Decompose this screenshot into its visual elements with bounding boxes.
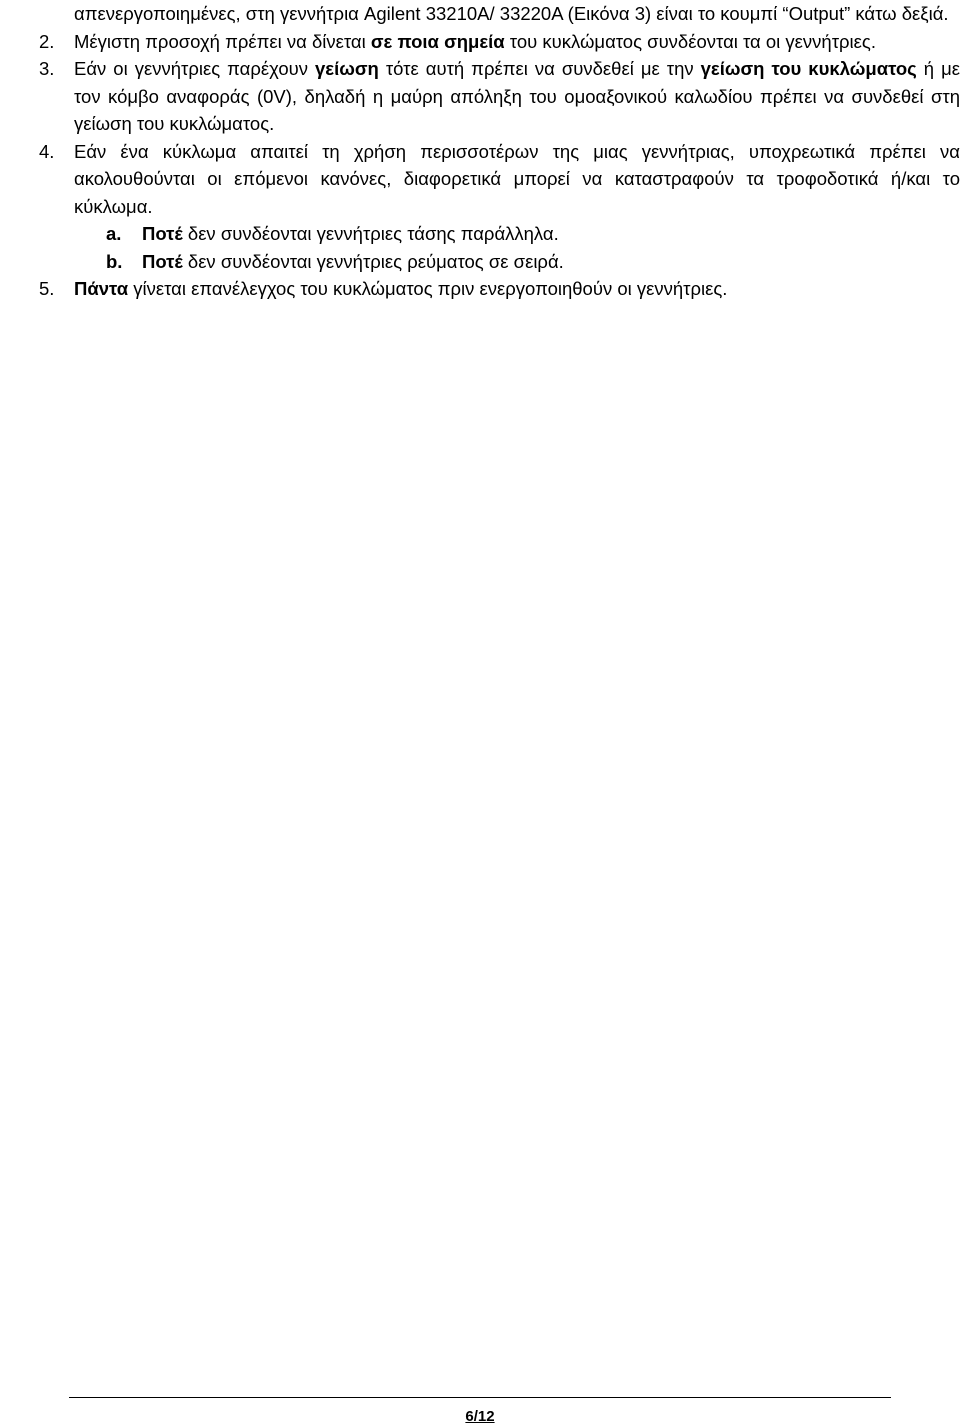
page-number: 6/12 bbox=[465, 1408, 495, 1425]
item-2-text-pre: Μέγιστη προσοχή πρέπει να δίνεται bbox=[74, 30, 371, 52]
sub-item-b-text: δεν συνδέονται γεννήτριες ρεύματος σε σειρά. bbox=[182, 250, 564, 272]
item-5-text-bold: Πάντα bbox=[74, 278, 129, 299]
item-2-number: 2. bbox=[39, 30, 55, 52]
item-3-text-pre: Εάν οι γεννήτριες παρέχουν bbox=[74, 58, 316, 79]
list-item-1-continuation bbox=[74, 0, 960, 28]
sub-item-b-bold: Ποτέ bbox=[142, 250, 183, 272]
item-5-text-post: γίνεται επανέλεγχος του κυκλώματος πριν ενεργοποιηθούν οι γεννήτριες. bbox=[128, 278, 728, 299]
sub-item-a-text: δεν συνδέονται γεννήτριες τάσης παράλληλα. bbox=[182, 223, 559, 244]
item-3-text-mid: τότε αυτή πρέπει να συνδεθεί με την bbox=[378, 58, 701, 79]
item-4-number: 4. bbox=[39, 140, 55, 162]
list-item-2 bbox=[39, 28, 960, 56]
list-item-5 bbox=[39, 275, 960, 303]
item-3-text-post: ή με τον κόμβο αναφοράς (0V), δηλαδή η μαύρη απόληξη του ομοαξονικού καλωδίου πρέπει να συνδεθεί στη γείωση του κυκλώματος. bbox=[74, 58, 960, 134]
item-3-number: 3. bbox=[39, 58, 55, 79]
item-2-text-bold: σε ποια σημεία bbox=[370, 30, 505, 52]
sub-item-a-letter: a. bbox=[106, 223, 122, 244]
item-4-text: Εάν ένα κύκλωμα απαιτεί τη χρήση περισσοτέρων της μιας γεννήτριας, υποχρεωτικά πρέπει να ακολουθούνται οι επόμενοι κανόνες, διαφορετικά μπορεί να καταστραφούν τα τροφοδοτικά ή/και το κύκλωμα. bbox=[74, 140, 960, 217]
item-3-text-bold-2: γείωση του κυκλώματος bbox=[700, 58, 917, 79]
sub-item-b-letter: b. bbox=[106, 250, 123, 272]
item-2-text-post: του κυκλώματος συνδέονται τα οι γεννήτριες. bbox=[504, 30, 876, 52]
document-body bbox=[0, 0, 960, 303]
sub-item-a-bold: Ποτέ bbox=[142, 223, 183, 244]
list-item-4 bbox=[39, 138, 960, 221]
sub-item-b bbox=[106, 248, 942, 276]
sub-item-a bbox=[106, 220, 942, 248]
item-1-text: απενεργοποιημένες, στη γεννήτρια Agilent 33210A/ 33220A (Εικόνα 3) είναι το κουμπί “Output” κάτω δεξιά. bbox=[74, 3, 949, 24]
item-5-number: 5. bbox=[39, 278, 55, 299]
footer-divider bbox=[69, 1397, 891, 1398]
list-item-3 bbox=[39, 55, 960, 138]
item-3-text-bold: γείωση bbox=[315, 58, 379, 79]
